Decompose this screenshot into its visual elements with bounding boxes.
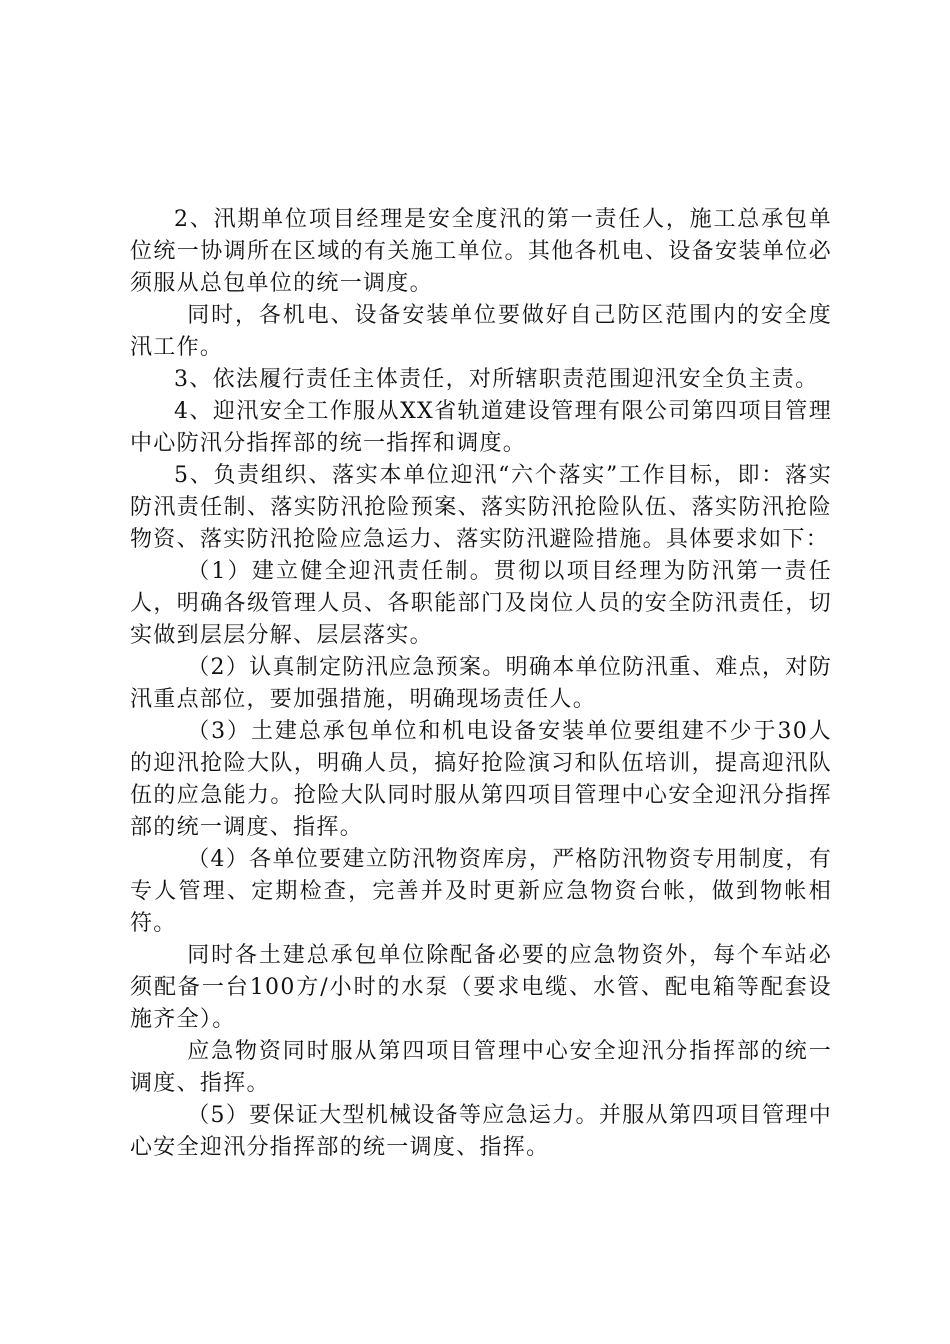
paragraph-requirement-1: （1）建立健全迎汛责任制。贯彻以项目经理为防汛第一责任人，明确各级管理人员、各职能部门及岗位人员的安全防汛责任，切实做到层层分解、层层落实。 xyxy=(130,559,832,648)
paragraph-item-2: 2、汛期单位项目经理是安全度汛的第一责任人，施工总承包单位统一协调所在区域的有关施工单位。其他各机电、设备安装单位必须服从总包单位的统一调度。 xyxy=(130,207,832,296)
paragraph-item-4: 4、迎汛安全工作服从XX省轨道建设管理有限公司第四项目管理中心防汛分指挥部的统一指挥和调度。 xyxy=(130,399,832,456)
paragraph-item-3: 3、依法履行责任主体责任，对所辖职责范围迎汛安全负主责。 xyxy=(174,367,819,392)
paragraph-item-5: 5、负责组织、落实本单位迎汛“六个落实”工作目标，即：落实防汛责任制、落实防汛抢险预案、落实防汛抢险队伍、落实防汛抢险物资、落实防汛抢险应急运力、落实防汛避险措施。具体要求如下： xyxy=(130,463,832,552)
paragraph-same-time-1: 同时，各机电、设备安装单位要做好自己防区范围内的安全度汛工作。 xyxy=(130,303,832,360)
paragraph-same-time-2: 同时各土建总承包单位除配备必要的应急物资外，每个车站必须配备一台100方/小时的水泵（要求电缆、水管、配电箱等配套设施齐全）。 xyxy=(130,943,832,1032)
paragraph-requirement-3: （3）土建总承包单位和机电设备安装单位要组建不少于30人的迎汛抢险大队，明确人员，搞好抢险演习和队伍培训，提高迎汛队伍的应急能力。抢险大队同时服从第四项目管理中心安全迎汛分指挥部的统一调度、指挥。 xyxy=(130,719,832,840)
paragraph-requirement-2: （2）认真制定防汛应急预案。明确本单位防汛重、难点，对防汛重点部位，要加强措施，明确现场责任人。 xyxy=(130,655,832,712)
paragraph-emergency-materials: 应急物资同时服从第四项目管理中心安全迎汛分指挥部的统一调度、指挥。 xyxy=(130,1039,832,1096)
document-body xyxy=(130,204,832,1164)
paragraph-requirement-4: （4）各单位要建立防汛物资库房，严格防汛物资专用制度，有专人管理、定期检查，完善并及时更新应急物资台帐，做到物帐相符。 xyxy=(130,847,832,936)
paragraph-requirement-5: （5）要保证大型机械设备等应急运力。并服从第四项目管理中心安全迎汛分指挥部的统一调度、指挥。 xyxy=(130,1103,832,1160)
